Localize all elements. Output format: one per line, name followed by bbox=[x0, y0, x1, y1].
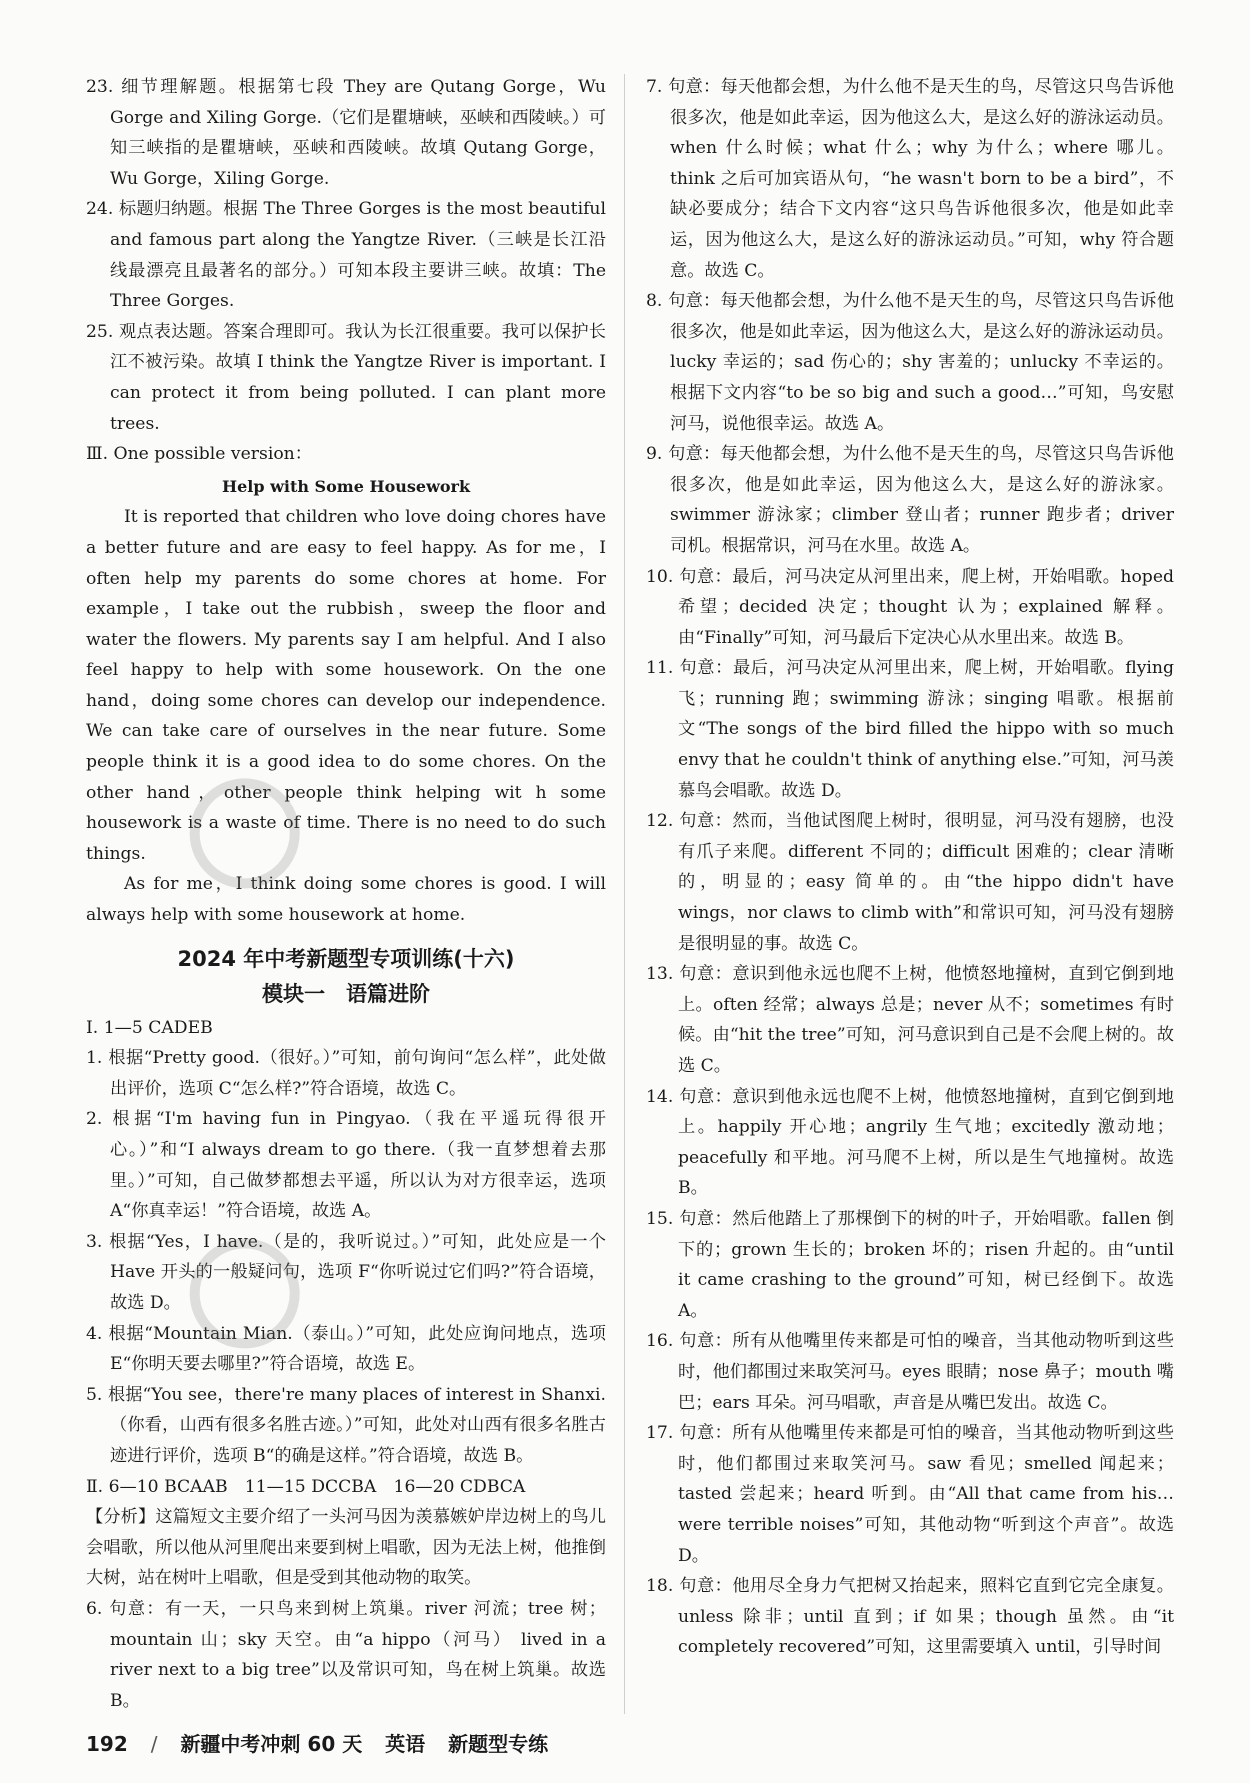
answer-item-14: 14. 句意：意识到他永远也爬不上树，他愤怒地撞树，直到它倒到地上。happily 开心地；angrily 生气地；excitedly 激动地；peacefully 和平地。河马爬不上树，所以是生气地撞树。故选 B。 bbox=[646, 1086, 1174, 1199]
analysis: 【分析】这篇短文主要介绍了一头河马因为羡慕嫉妒岸边树上的鸟儿会唱歌，所以他从河里爬出来要到树上唱歌，因为无法上树，他推倒大树，站在树叶上唱歌，但是受到其他动物的取笑。 bbox=[86, 1507, 606, 1589]
answer-item-24: 24. 标题归纳题。根据 The Three Gorges is the most beautiful and famous part along the Yangtze River.（三峡是长江沿线最漂亮且最著名的部分。）可知本段主要讲三峡。故填：The Three Gorges. bbox=[86, 199, 606, 312]
part-2-answers: Ⅱ. 6—10 BCAAB 11—15 DCCBA 16—20 CDBCA bbox=[86, 1476, 526, 1497]
part-1-item-3: 3. 根据“Yes，I have.（是的，我听说过。）”可知，此处应是一个 Have 开头的一般疑问句，选项 F“你听说过它们吗?”符合语境，故选 D。 bbox=[86, 1231, 606, 1313]
essay-paragraph-1: It is reported that children who love doing chores have a better future and are easy to feel happy. As for me，I often help my parents do some chores at home. For example，I take out the rubbish，sweep the floor and water the flowers. My parents say I am helpful. And I also feel happy to help with some housework. On the one hand，doing some chores can develop our independence. We can take care of ourselves in the near future. Some people think it is a good idea to do some chores. On the other hand，other people think helping wit h some housework is a waste of time. There is no need to do such things. bbox=[86, 507, 606, 864]
section-title: 2024 年中考新题型专项训练(十六) bbox=[177, 946, 515, 971]
answer-item-12: 12. 句意：然而，当他试图爬上树时，很明显，河马没有翅膀，也没有爪子来爬。different 不同的；difficult 困难的；clear 清晰的，明显的；easy 简单的。由“the hippo didn't have wings，nor claws to climb with”和常识可知，河马没有翅膀是很明显的事。故选 C。 bbox=[646, 811, 1174, 954]
answer-item-15: 15. 句意：然后他踏上了那棵倒下的树的叶子，开始唱歌。fallen 倒下的；grown 生长的；broken 坏的；risen 升起的。由“until it came crashing to the ground”可知，树已经倒下。故选 A。 bbox=[646, 1208, 1174, 1321]
answer-item-25: 25. 观点表达题。答案合理即可。我认为长江很重要。我可以保护长江不被污染。故填 I think the Yangtze River is important. I can protect it from being polluted. I can plant more trees. bbox=[86, 321, 606, 434]
left-column bbox=[86, 72, 606, 1716]
part-1-answers: Ⅰ. 1—5 CADEB bbox=[86, 1017, 213, 1038]
essay-title: Help with Some Housework bbox=[221, 476, 471, 496]
part-1-item-5: 5. 根据“You see，there're many places of interest in Shanxi.（你看，山西有很多名胜古迹。）”可知，此处对山西有很多名胜古迹进行评价，选项 B“的确是这样。”符合语境，故选 B。 bbox=[86, 1384, 606, 1466]
footer-separator: / bbox=[150, 1732, 158, 1756]
answer-item-6: 6. 句意：有一天，一只鸟来到树上筑巢。river 河流；tree 树；mountain 山；sky 天空。由“a hippo（河马） lived in a river next to a big tree”以及常识可知，鸟在树上筑巢。故选 B。 bbox=[86, 1598, 606, 1711]
book-title: 新疆中考冲刺 60 天 bbox=[180, 1732, 363, 1756]
page-number: 192 bbox=[86, 1732, 128, 1756]
essay-paragraph-2: As for me，I think doing some chores is good. I will always help with some housework at home. bbox=[86, 874, 606, 926]
module-title: 模块一 语篇进阶 bbox=[262, 981, 430, 1006]
column-divider bbox=[624, 74, 625, 1714]
part-1-item-4: 4. 根据“Mountain Mian.（泰山。）”可知，此处应询问地点，选项 E“你明天要去哪里?”符合语境，故选 E。 bbox=[86, 1323, 606, 1375]
answer-item-17: 17. 句意：所有从他嘴里传来都是可怕的噪音，当其他动物听到这些时，他们都围过来取笑河马。saw 看见；smelled 闻起来；tasted 尝起来；heard 听到。由“All that came from his… were terrible noises”可知，其他动物“听到这个声音”。故选 D。 bbox=[646, 1423, 1174, 1566]
answer-item-23: 23. 细节理解题。根据第七段 They are Qutang Gorge，Wu Gorge and Xiling Gorge.（它们是瞿塘峡，巫峡和西陵峡。）可知三峡指的是瞿塘峡，巫峡和西陵峡。故填 Qutang Gorge，Wu Gorge，Xiling Gorge. bbox=[86, 77, 606, 189]
part-1-item-2: 2. 根据“I'm having fun in Pingyao.（我在平遥玩得很开心。）”和“I always dream to go there.（我一直梦想着去那里。）”可知，自己做梦都想去平遥，所以认为对方很幸运，选项 A“你真幸运！”符合语境，故选 A。 bbox=[86, 1109, 606, 1222]
section-3-label: Ⅲ. One possible version： bbox=[86, 444, 312, 465]
right-column bbox=[646, 72, 1174, 1663]
answer-item-8: 8. 句意：每天他都会想，为什么他不是天生的鸟，尽管这只鸟告诉他很多次，他是如此幸运，因为他这么大，是这么好的游泳运动员。lucky 幸运的；sad 伤心的；shy 害羞的；unlucky 不幸运的。根据下文内容“to be so big and such a good…”可知，鸟安慰河马，说他很幸运。故选 A。 bbox=[646, 291, 1174, 434]
subject: 英语 bbox=[385, 1732, 426, 1756]
series: 新题型专练 bbox=[448, 1732, 549, 1756]
page-footer bbox=[86, 1728, 564, 1757]
answer-item-13: 13. 句意：意识到他永远也爬不上树，他愤怒地撞树，直到它倒到地上。often 经常；always 总是；never 从不；sometimes 有时候。由“hit the tree”可知，河马意识到自己是不会爬上树的。故选 C。 bbox=[646, 964, 1174, 1076]
answer-item-7: 7. 句意：每天他都会想，为什么他不是天生的鸟，尽管这只鸟告诉他很多次，他是如此幸运，因为他这么大，是这么好的游泳运动员。when 什么时候；what 什么；why 为什么；where 哪儿。think 之后可加宾语从句，“he wasn't born to be a bird”，不缺必要成分；结合下文内容“这只鸟告诉他很多次，他是如此幸运，因为他这么大，是这么好的游泳运动员。”可知，why 符合题意。故选 C。 bbox=[646, 77, 1174, 281]
answer-item-10: 10. 句意：最后，河马决定从河里出来，爬上树，开始唱歌。hoped 希望；decided 决定；thought 认为；explained 解释。由“Finally”可知，河马最后下定决心从水里出来。故选 B。 bbox=[646, 566, 1174, 648]
answer-item-18: 18. 句意：他用尽全身力气把树又抬起来，照料它直到它完全康复。unless 除非；until 直到；if 如果；though 虽然。由“it completely recovered”可知，这里需要填入 until，引导时间 bbox=[646, 1576, 1174, 1658]
part-1-item-1: 1. 根据“Pretty good.（很好。）”可知，前句询问“怎么样”，此处做出评价，选项 C“怎么样?”符合语境，故选 C。 bbox=[86, 1048, 606, 1099]
answer-item-11: 11. 句意：最后，河马决定从河里出来，爬上树，开始唱歌。flying 飞；running 跑；swimming 游泳；singing 唱歌。根据前文“The songs of the bird filled the hippo with so much envy that he couldn't think of anything else.”可知，河马羡慕鸟会唱歌。故选 D。 bbox=[646, 658, 1174, 801]
answer-item-16: 16. 句意：所有从他嘴里传来都是可怕的噪音，当其他动物听到这些时，他们都围过来取笑河马。eyes 眼睛；nose 鼻子；mouth 嘴巴；ears 耳朵。河马唱歌，声音是从嘴巴发出。故选 C。 bbox=[646, 1331, 1174, 1413]
answer-item-9: 9. 句意：每天他都会想，为什么他不是天生的鸟，尽管这只鸟告诉他很多次，他是如此幸运，因为他这么大，是这么好的游泳家。swimmer 游泳家；climber 登山者；runner 跑步者；driver 司机。根据常识，河马在水里。故选 A。 bbox=[646, 444, 1174, 556]
